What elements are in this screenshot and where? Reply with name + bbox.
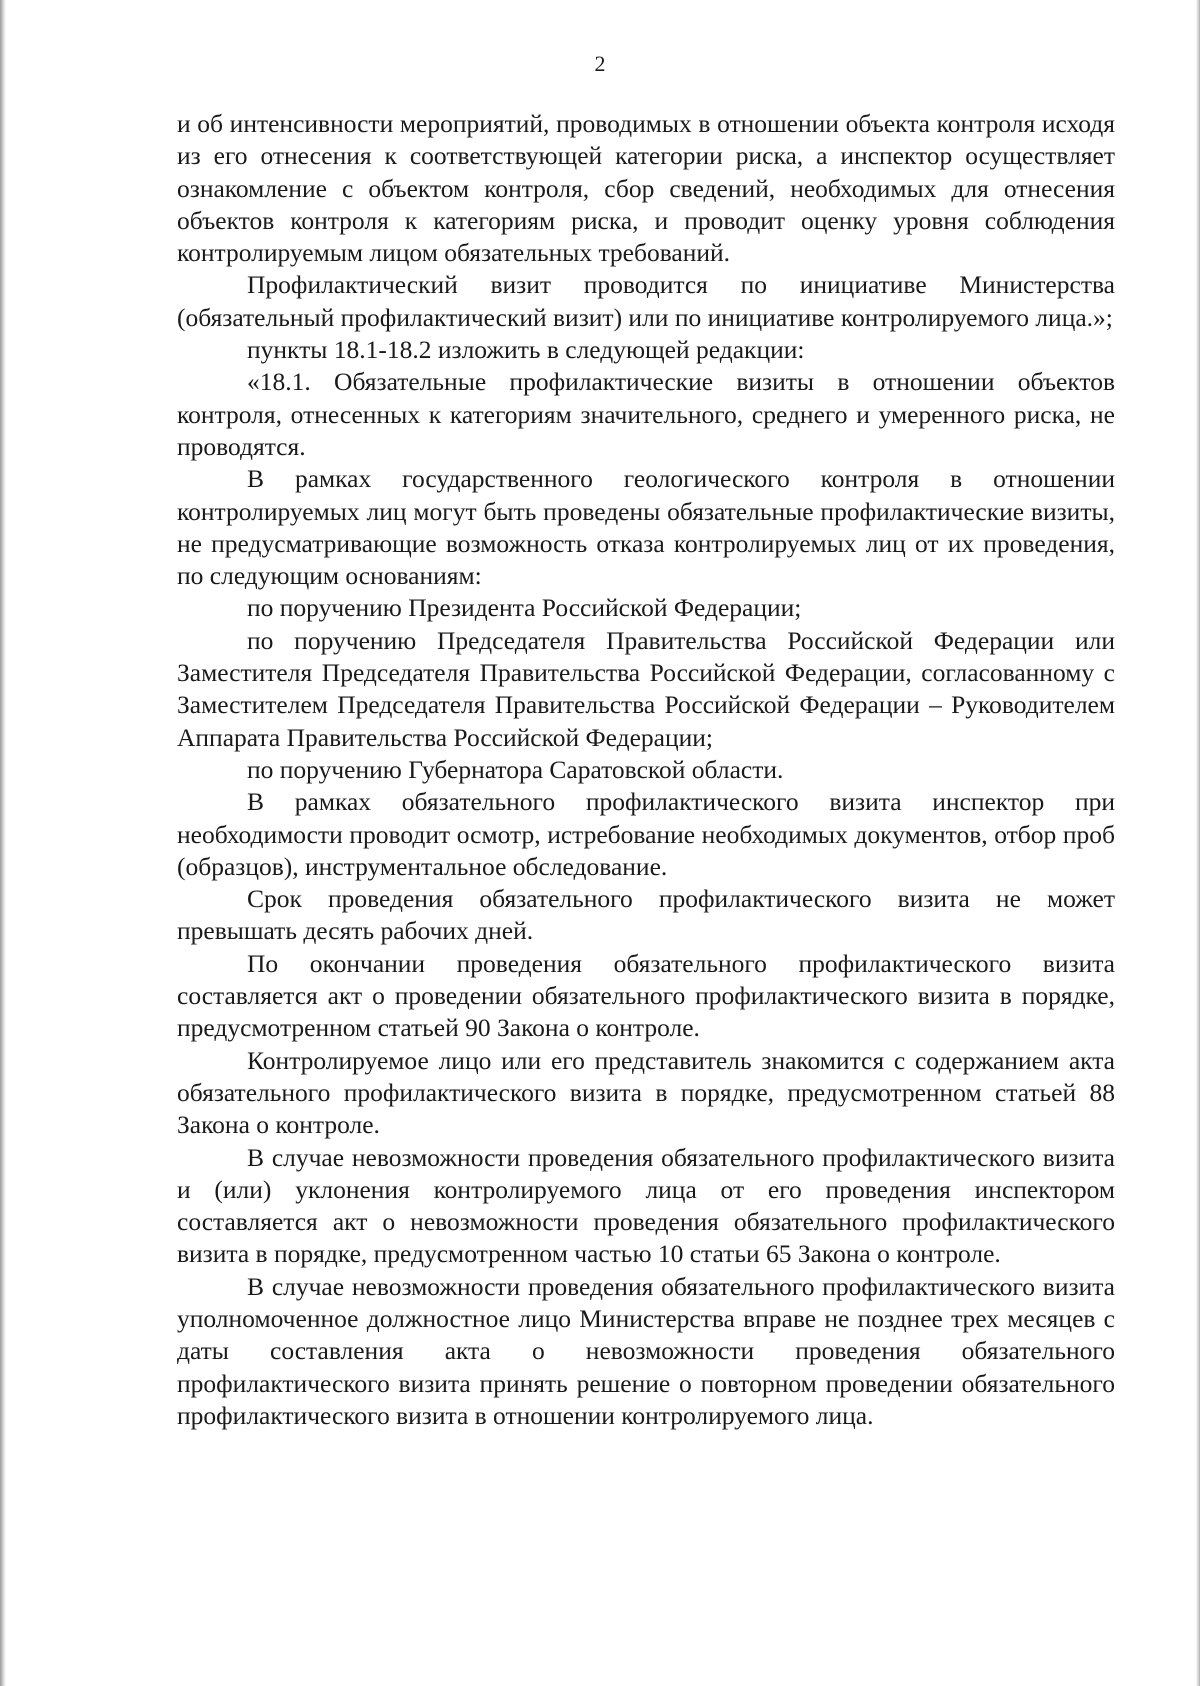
page-number: 2 (594, 51, 606, 76)
paragraph-10: Срок проведения обязательного профилактического визита не может превышать десять рабочих дней. (177, 884, 1115, 946)
paragraph-7: по поручению Председателя Правительства Российской Федерации или Заместителя Председателя Правительства Российской Федерации, согласованному с Заместителем Председателя Правительства Российской Федерации – Руководителем Аппарата Правительства Российской Федерации; (177, 625, 1115, 752)
paragraph-5: В рамках государственного геологического контроля в отношении контролируемых лиц могут быть проведены обязательные профилактические визиты, не предусматривающие возможность отказа контролируемых лиц от их проведения, по следующим основаниям: (177, 464, 1115, 591)
paragraph-2: Профилактический визит проводится по инициативе Министерства (обязательный профилактический визит) или по инициативе контролируемого лица.»; (177, 270, 1115, 332)
paragraph-11: По окончании проведения обязательного профилактического визита составляется акт о проведении обязательного профилактического визита в порядке, предусмотренном статьей 90 Закона о контроле. (177, 948, 1115, 1043)
paragraph-6: по поручению Президента Российской Федерации; (247, 593, 802, 623)
paragraph-14: В случае невозможности проведения обязательного профилактического визита уполномоченное должностное лицо Министерства вправе не позднее трех месяцев с даты составления акта о невозможности проведения обязательного профилактического визита принять решение о повторном проведении обязательного профилактического визита в отношении контролируемого лица. (177, 1271, 1115, 1430)
paragraph-1: и об интенсивности мероприятий, проводимых в отношении объекта контроля исходя из его отнесения к соответствующей категории риска, а инспектор осуществляет ознакомление с объектом контроля, сбор сведений, необходимых для отнесения объектов контроля к категориям риска, и проводит оценку уровня соблюдения контролируемым лицом обязательных требований. (177, 109, 1115, 268)
paragraph-4: «18.1. Обязательные профилактические визиты в отношении объектов контроля, отнесенных к категориям значительного, среднего и умеренного риска, не проводятся. (177, 367, 1115, 461)
document-body (177, 108, 1115, 1432)
paragraph-9: В рамках обязательного профилактического визита инспектор при необходимости проводит осмотр, истребование необходимых документов, отбор проб (образцов), инструментальное обследование. (177, 787, 1115, 881)
paragraph-13: В случае невозможности проведения обязательного профилактического визита и (или) уклонения контролируемого лица от его проведения инспектором составляется акт о невозможности проведения обязательного профилактического визита в порядке, предусмотренном частью 10 статьи 65 Закона о контроле. (177, 1142, 1115, 1269)
paragraph-8: по поручению Губернатора Саратовской области. (247, 754, 784, 784)
paragraph-12: Контролируемое лицо или его представитель знакомится с содержанием акта обязательного профилактического визита в порядке, предусмотренном статьей 88 Закона о контроле. (177, 1045, 1115, 1140)
scan-edge-right (1196, 0, 1200, 1686)
paragraph-3: пункты 18.1-18.2 изложить в следующей редакции: (247, 335, 805, 365)
scan-edge-left (0, 0, 6, 1686)
